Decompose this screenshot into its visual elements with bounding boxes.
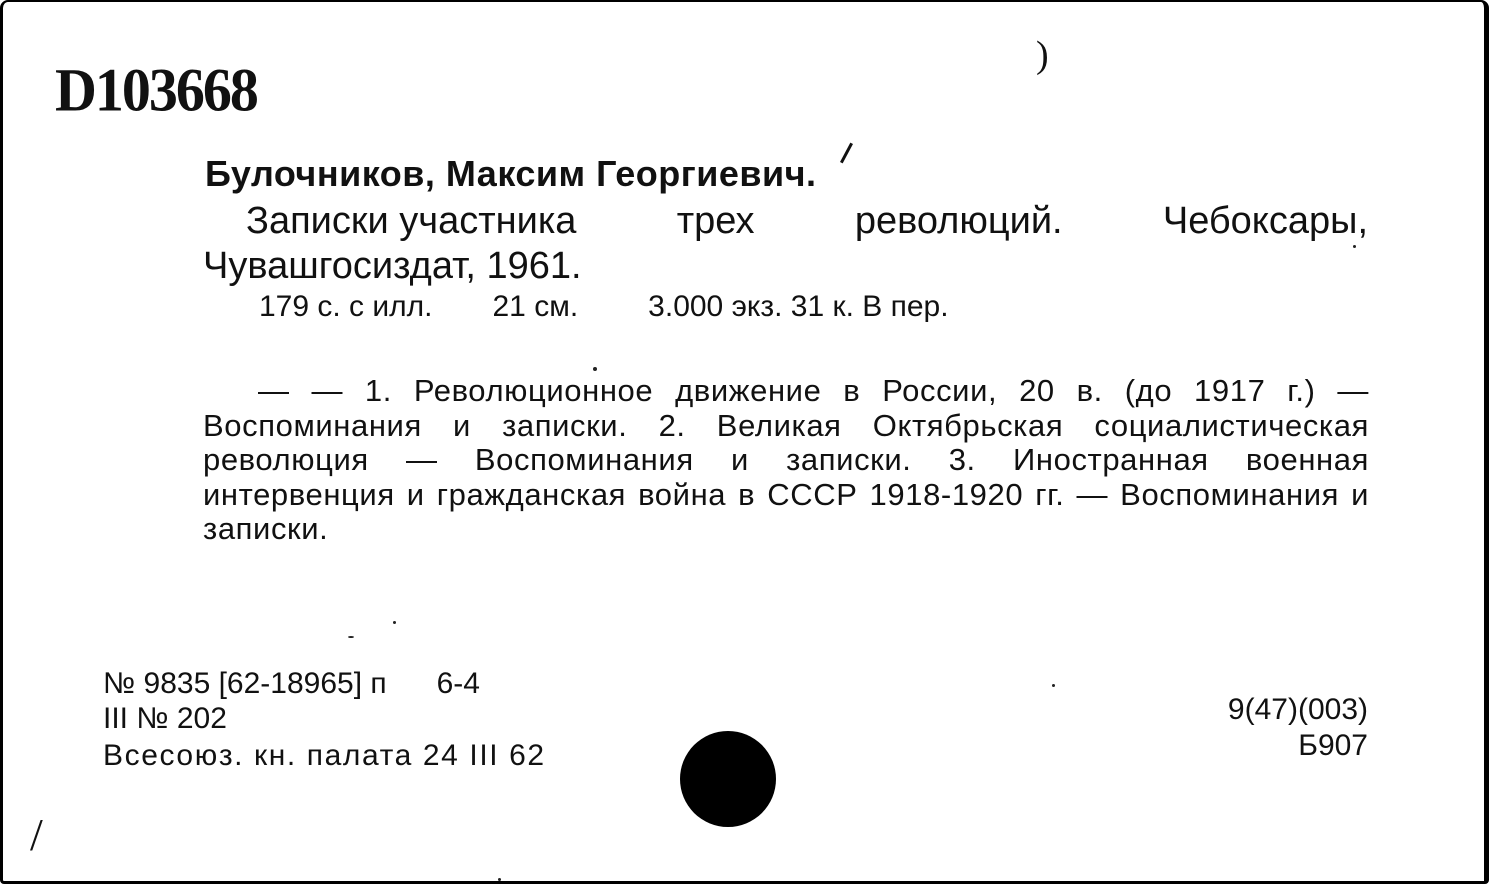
title-line-1 xyxy=(246,202,1368,240)
speck xyxy=(498,878,501,881)
subject-headings: — — 1. Революционное движение в России, 20 в. (до 1917 г.) — Воспоминания и записки. 2. Великая Октябрьская социалистическая революция — Воспоминания и записки. 3. Иностранная военная интервенция и гражданская война в СССР 1918-1920 гг. — Воспоминания и записки. xyxy=(203,373,1369,546)
stress-mark xyxy=(840,143,853,164)
inventory-number: D103668 xyxy=(55,55,257,125)
title-word: революций. xyxy=(854,200,1063,242)
speck xyxy=(1353,245,1356,248)
speck xyxy=(348,636,354,638)
title-word: Записки участника xyxy=(246,200,577,242)
punch-hole xyxy=(680,731,776,827)
classification-block xyxy=(1153,695,1368,767)
size-info: 21 см. xyxy=(492,290,579,323)
author-mark: Б907 xyxy=(1298,729,1368,762)
handwritten-mark: ) xyxy=(1036,34,1049,76)
speck xyxy=(1052,684,1055,687)
print-run-price: 3.000 экз. 31 к. В пер. xyxy=(648,290,949,323)
physical-description xyxy=(259,292,949,322)
publisher-year: Чувашгосиздат, 1961. xyxy=(203,245,582,287)
series-number: III № 202 xyxy=(103,702,227,735)
title-word: трех xyxy=(676,200,755,242)
author-heading: Булочников, Максим Георгиевич. xyxy=(205,153,817,194)
classification-code: 9(47)(003) xyxy=(1227,693,1368,726)
registration-block xyxy=(103,669,546,776)
registration-row xyxy=(103,669,546,704)
registration-number: № 9835 [62-18965] п xyxy=(103,667,387,700)
speck xyxy=(393,621,396,624)
pages-info: 179 с. с илл. xyxy=(259,290,433,323)
chamber-row xyxy=(103,741,546,776)
order-code: 6-4 xyxy=(436,667,480,700)
publication-place: Чебоксары, xyxy=(1162,200,1368,242)
speck xyxy=(593,367,597,371)
book-chamber: Всесоюз. кн. палата 24 III 62 xyxy=(103,739,546,772)
series-row xyxy=(103,704,546,741)
handwritten-slash: / xyxy=(30,809,43,860)
